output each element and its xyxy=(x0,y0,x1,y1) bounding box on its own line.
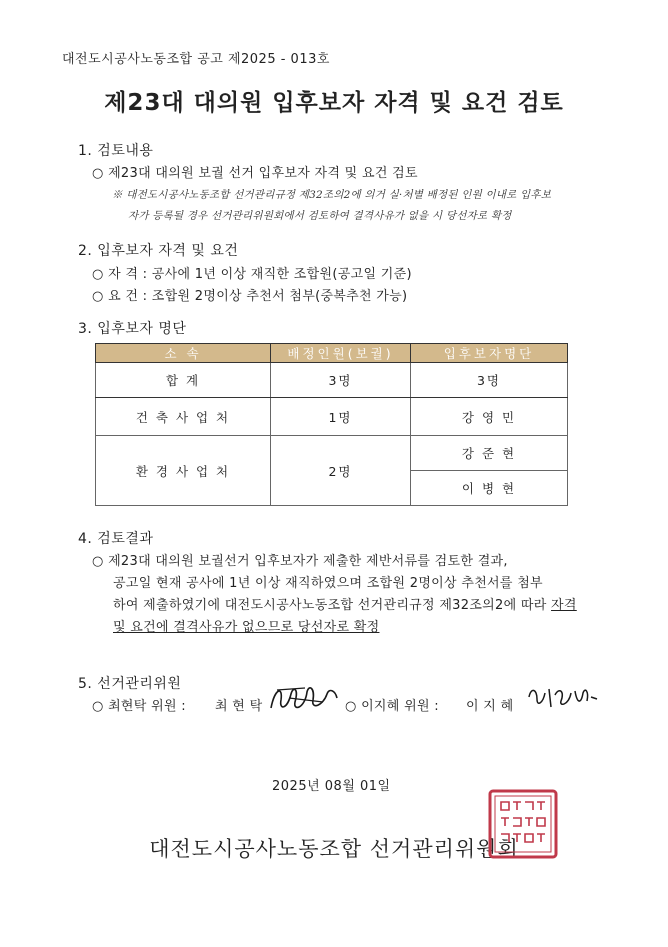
table-header-row xyxy=(96,344,568,363)
candidate-cell: 이 병 현 xyxy=(411,471,568,506)
section1-item: ○ 제23대 대의원 보궐 선거 입후보자 자격 및 요건 검토 xyxy=(92,166,418,181)
notice-number: 대전도시공사노동조합 공고 제2025 - 013호 xyxy=(62,52,330,67)
document-title: 제23대 대의원 입후보자 자격 및 요건 검토 xyxy=(104,90,564,116)
official-seal-icon xyxy=(487,788,559,860)
allotted-cell: 2명 xyxy=(271,436,411,506)
qualification-item: ○ 자 격 : 공사에 1년 이상 재직한 조합원(공고일 기준) xyxy=(92,267,412,282)
header-dept: 소 속 xyxy=(96,344,271,363)
member2-label: ○ 이지혜 위원 : xyxy=(345,699,439,714)
document-date: 2025년 08월 01일 xyxy=(272,779,391,794)
total-label: 합 계 xyxy=(96,363,271,398)
allotted-cell: 1명 xyxy=(271,398,411,436)
section2-heading: 2. 입후보자 자격 및 요건 xyxy=(78,243,239,259)
requirement-item: ○ 요 건 : 조합원 2명이상 추천서 첨부(중복추천 가능) xyxy=(92,289,408,304)
dept-cell: 환 경 사 업 처 xyxy=(96,436,271,506)
issuer-name: 대전도시공사노동조합 선거관리위원회 xyxy=(149,837,519,861)
result-line4: 및 요건에 결격사유가 없으므로 당선자로 확정 xyxy=(113,620,380,635)
member1-label: ○ 최현탁 위원 : xyxy=(92,699,186,714)
section5-heading: 5. 선거관리위원 xyxy=(78,676,182,692)
section1-note-line2: 자가 등록될 경우 선거관리위원회에서 검토하여 결격사유가 없을 시 당선자로 확정 xyxy=(128,210,512,222)
member2-signature xyxy=(525,683,601,713)
result-line3-underlined: 자격 xyxy=(551,598,577,613)
total-allotted: 3명 xyxy=(271,363,411,398)
table-row-total xyxy=(96,363,568,398)
section1-heading: 1. 검토내용 xyxy=(78,143,154,159)
member2-name: 이 지 혜 xyxy=(466,699,514,714)
candidate-cell: 강 준 현 xyxy=(411,436,568,471)
member1-signature xyxy=(265,680,345,718)
dept-cell: 건 축 사 업 처 xyxy=(96,398,271,436)
section3-heading: 3. 입후보자 명단 xyxy=(78,321,187,337)
header-candidates: 입후보자명단 xyxy=(411,344,568,363)
result-line2: 공고일 현재 공사에 1년 이상 재직하였으며 조합원 2명이상 추천서를 첨부 xyxy=(113,576,543,591)
section1-note-line1: ※ 대전도시공사노동조합 선거관리규정 제32조의2에 의거 실·처별 배정된 인원 이내로 입후보 xyxy=(112,189,552,201)
section4-heading: 4. 검토결과 xyxy=(78,531,154,547)
header-allotted: 배정인원(보궐) xyxy=(271,344,411,363)
result-line3-text: 하여 제출하였기에 대전도시공사노동조합 선거관리규정 제32조의2에 따라 xyxy=(113,598,552,613)
table-row xyxy=(96,398,568,436)
table-row xyxy=(96,436,568,471)
result-line3 xyxy=(113,594,577,613)
result-line1: ○ 제23대 대의원 보궐선거 입후보자가 제출한 제반서류를 검토한 결과, xyxy=(92,554,508,569)
candidate-table xyxy=(95,343,568,506)
candidate-cell: 강 영 민 xyxy=(411,398,568,436)
total-candidates: 3명 xyxy=(411,363,568,398)
member1-name: 최 현 탁 xyxy=(215,699,263,714)
